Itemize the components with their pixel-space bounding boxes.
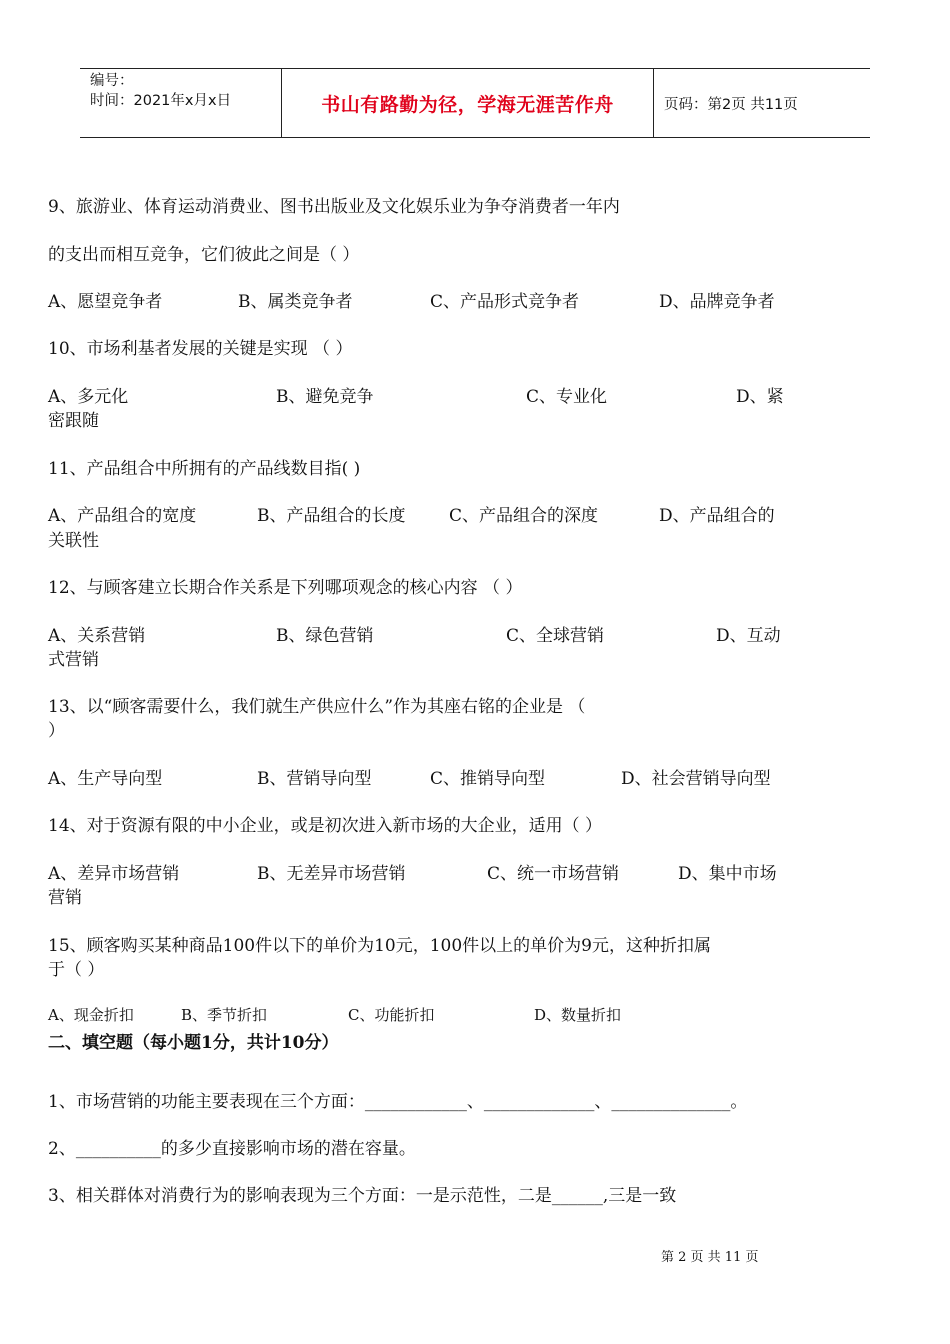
q11-option-a: A、产品组合的宽度 <box>48 506 197 526</box>
fill-question-3: 3、相关群体对消费行为的影响表现为三个方面：一是示范性，二是______,三是一致 <box>48 1186 677 1206</box>
q13-option-d: D、社会营销导向型 <box>621 769 771 789</box>
q9-option-c: C、产品形式竞争者 <box>430 292 580 312</box>
q10-option-b: B、避免竞争 <box>276 387 374 407</box>
q14-option-b: B、无差异市场营销 <box>257 864 406 884</box>
q15-option-a: A、现金折扣 <box>48 1006 134 1024</box>
q14-option-c: C、统一市场营销 <box>487 864 620 884</box>
q15-option-b: B、季节折扣 <box>181 1006 268 1024</box>
q10-option-a: A、多元化 <box>48 387 129 407</box>
q13-option-b: B、营销导向型 <box>257 769 372 789</box>
q14-stem: 14、对于资源有限的中小企业，或是初次进入新市场的大企业，适用（ ） <box>48 816 603 836</box>
q12-option-d: D、互动 <box>716 626 781 646</box>
q15-stem-line2: 于（ ） <box>48 960 105 980</box>
page-footer: 第 2 页 共 11 页 <box>661 1250 759 1265</box>
header-motto: 书山有路勤为径，学海无涯苦作舟 <box>282 69 654 137</box>
q12-option-d-wrap: 式营销 <box>48 650 99 670</box>
q12-option-b: B、绿色营销 <box>276 626 374 646</box>
q15-option-c: C、功能折扣 <box>348 1006 435 1024</box>
q11-option-b: B、产品组合的长度 <box>257 506 406 526</box>
header-meta <box>80 69 282 137</box>
q9-stem-line1: 9、旅游业、体育运动消费业、图书出版业及文化娱乐业为争夺消费者一年内 <box>48 197 620 217</box>
q14-option-d: D、集中市场 <box>678 864 777 884</box>
q10-stem: 10、市场利基者发展的关键是实现 （ ） <box>48 339 353 359</box>
q10-option-d-wrap: 密跟随 <box>48 411 99 431</box>
q13-option-c: C、推销导向型 <box>430 769 546 789</box>
q14-option-d-wrap: 营销 <box>48 888 82 908</box>
header-time: 时间：2021年x月x日 <box>90 93 232 109</box>
q11-stem: 11、产品组合中所拥有的产品线数目指( ) <box>48 459 361 479</box>
q14-option-a: A、差异市场营销 <box>48 864 180 884</box>
q12-option-c: C、全球营销 <box>506 626 605 646</box>
section2-title: 二、填空题（每小题1分，共计10分） <box>48 1033 339 1053</box>
fill-question-2: 2、__________的多少直接影响市场的潜在容量。 <box>48 1139 416 1159</box>
q11-option-d: D、产品组合的 <box>659 506 775 526</box>
q9-option-b: B、属类竞争者 <box>238 292 353 312</box>
q13-stem-line1: 13、以“顾客需要什么，我们就生产供应什么”作为其座右铭的企业是 （ <box>48 697 586 717</box>
q11-option-d-wrap: 关联性 <box>48 531 99 551</box>
q11-option-c: C、产品组合的深度 <box>449 506 599 526</box>
q13-option-a: A、生产导向型 <box>48 769 163 789</box>
q13-stem-line2: ） <box>48 721 65 741</box>
q15-option-d: D、数量折扣 <box>534 1006 622 1024</box>
q9-stem-line2: 的支出而相互竞争，它们彼此之间是（ ） <box>48 245 360 265</box>
q10-option-c: C、专业化 <box>526 387 608 407</box>
q12-stem: 12、与顾客建立长期合作关系是下列哪项观念的核心内容 （ ） <box>48 578 523 598</box>
q9-option-a: A、愿望竞争者 <box>48 292 163 312</box>
q9-option-d: D、品牌竞争者 <box>659 292 775 312</box>
q12-option-a: A、关系营销 <box>48 626 146 646</box>
header-number: 编号： <box>90 73 134 89</box>
page-header <box>80 68 870 138</box>
q15-stem-line1: 15、顾客购买某种商品100件以下的单价为10元，100件以上的单价为9元，这种折扣属 <box>48 936 711 956</box>
fill-question-1: 1、市场营销的功能主要表现在三个方面：____________、_____________、______________。 <box>48 1092 748 1112</box>
header-page-info: 页码：第2页 共11页 <box>664 96 798 113</box>
q10-option-d: D、紧 <box>736 387 784 407</box>
